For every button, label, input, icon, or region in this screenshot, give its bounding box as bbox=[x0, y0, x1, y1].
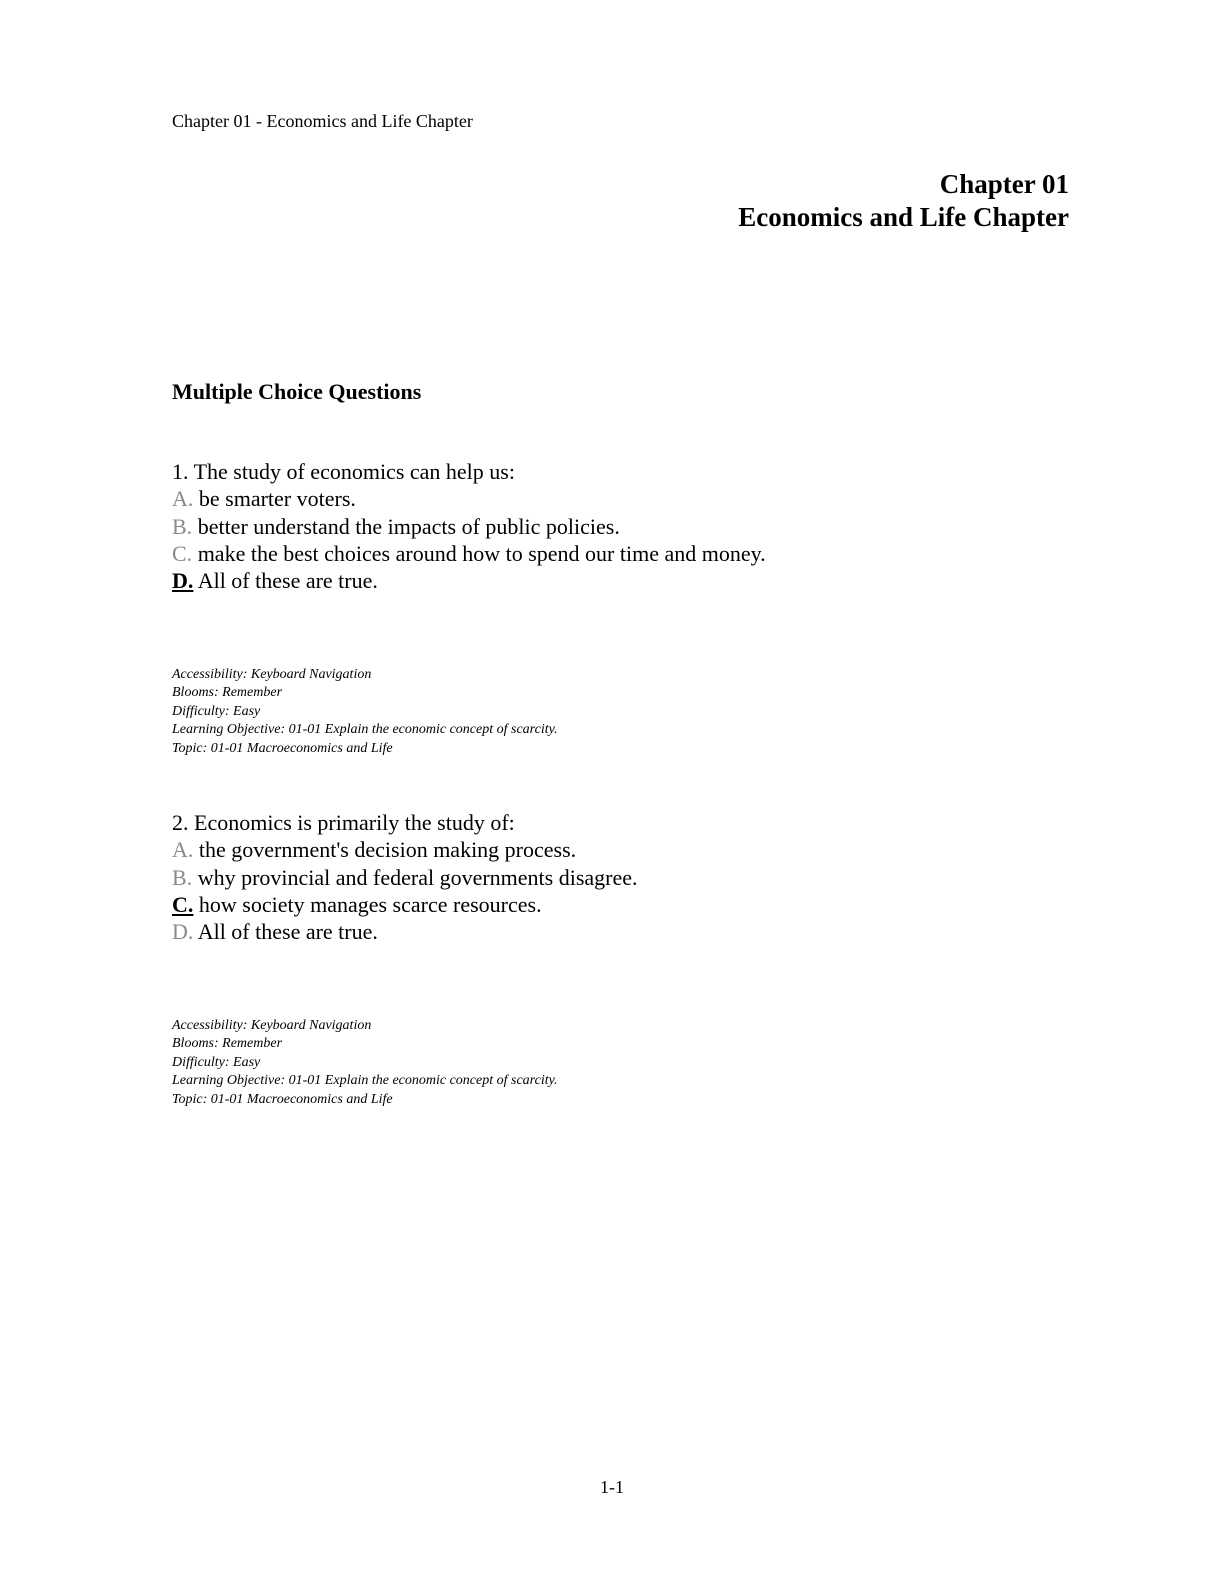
option-letter: C. bbox=[172, 540, 193, 566]
meta-learning-objective: Learning Objective: 01-01 Explain the economic concept of scarcity. bbox=[172, 722, 558, 738]
correct-option-letter: D. bbox=[172, 568, 194, 594]
meta-blooms: Blooms: Remember bbox=[172, 1036, 283, 1052]
meta-topic: Topic: 01-01 Macroeconomics and Life bbox=[172, 1091, 393, 1107]
question-1-metadata bbox=[172, 666, 558, 758]
option-letter: A. bbox=[172, 837, 194, 863]
section-heading: Multiple Choice Questions bbox=[172, 379, 422, 404]
running-header: Chapter 01 - Economics and Life Chapter bbox=[172, 111, 473, 131]
answer-option-d bbox=[172, 567, 766, 594]
question-2-metadata bbox=[172, 1017, 558, 1109]
answer-option-a bbox=[172, 836, 638, 863]
meta-accessibility: Accessibility: Keyboard Navigation bbox=[172, 667, 372, 682]
meta-difficulty: Difficulty: Easy bbox=[172, 1054, 261, 1070]
option-text: why provincial and federal governments disagree. bbox=[197, 864, 638, 890]
answer-option-c bbox=[172, 891, 638, 918]
option-text: how society manages scarce resources. bbox=[198, 891, 542, 917]
question-1 bbox=[172, 458, 766, 594]
answer-option-b bbox=[172, 864, 638, 891]
option-letter: A. bbox=[172, 486, 194, 512]
chapter-title bbox=[738, 168, 1069, 234]
option-text: All of these are true. bbox=[197, 568, 378, 594]
answer-option-c bbox=[172, 540, 766, 567]
answer-option-d bbox=[172, 918, 638, 945]
chapter-title-number: Chapter 01 bbox=[939, 169, 1069, 199]
meta-difficulty: Difficulty: Easy bbox=[172, 703, 261, 719]
option-text: be smarter voters. bbox=[198, 486, 356, 512]
option-letter: D. bbox=[172, 919, 194, 945]
chapter-title-name: Economics and Life Chapter bbox=[738, 202, 1069, 232]
meta-topic: Topic: 01-01 Macroeconomics and Life bbox=[172, 740, 393, 756]
answer-option-b bbox=[172, 513, 766, 540]
question-stem: 1. The study of economics can help us: bbox=[172, 459, 515, 484]
option-letter: B. bbox=[172, 864, 193, 890]
meta-accessibility: Accessibility: Keyboard Navigation bbox=[172, 1018, 372, 1033]
page-number: 1-1 bbox=[600, 1477, 624, 1497]
correct-option-letter: C. bbox=[172, 891, 194, 917]
meta-blooms: Blooms: Remember bbox=[172, 685, 283, 701]
question-stem: 2. Economics is primarily the study of: bbox=[172, 810, 515, 835]
question-2 bbox=[172, 809, 638, 945]
meta-learning-objective: Learning Objective: 01-01 Explain the economic concept of scarcity. bbox=[172, 1073, 558, 1089]
option-text: better understand the impacts of public policies. bbox=[197, 513, 620, 539]
answer-option-a bbox=[172, 485, 766, 512]
option-text: All of these are true. bbox=[197, 919, 378, 945]
option-text: make the best choices around how to spend our time and money. bbox=[197, 540, 766, 566]
option-text: the government's decision making process. bbox=[198, 837, 577, 863]
option-letter: B. bbox=[172, 513, 193, 539]
